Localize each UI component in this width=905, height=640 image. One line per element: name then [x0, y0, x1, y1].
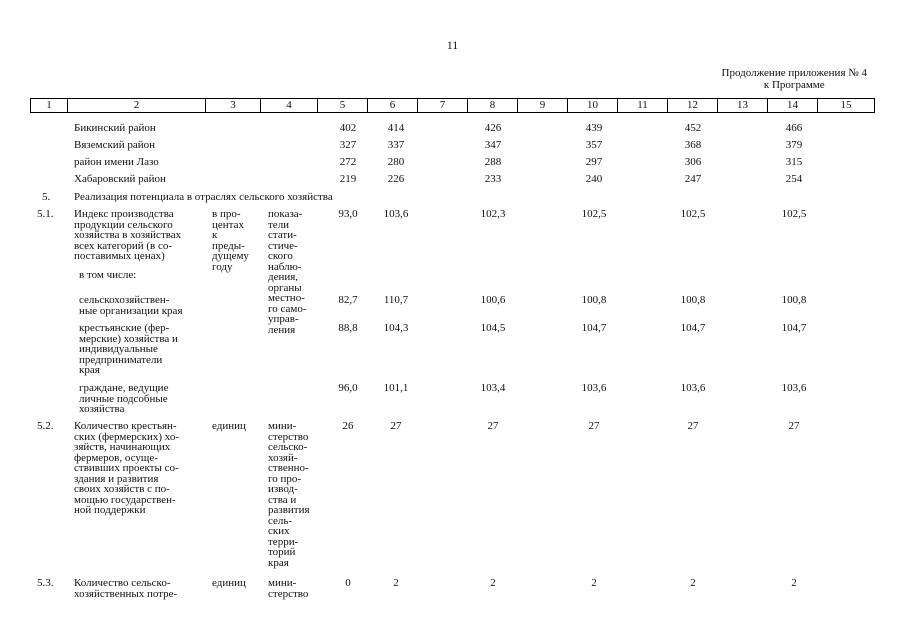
district-name: Хабаровский район: [74, 173, 166, 185]
district-value-col8: 347: [484, 139, 502, 151]
district-value-col10: 439: [585, 122, 603, 134]
column-header-row: [30, 98, 875, 113]
district-name: Бикинский район: [74, 122, 156, 134]
sub-row-value-col6: 104,3: [383, 322, 409, 334]
col-header-11: 11: [618, 99, 668, 113]
continuation-line-1: Продолжение приложения № 4: [721, 67, 867, 79]
col-header-3: 3: [206, 99, 261, 113]
district-value-col14: 466: [785, 122, 803, 134]
row-5-3-value-col10: 2: [591, 577, 597, 589]
section-5-title: Реализация потенциала в отраслях сельского хозяйства: [74, 191, 333, 203]
sub-row-value-col6: 110,7: [383, 294, 409, 306]
sub-row-value-col8: 104,5: [480, 322, 506, 334]
district-value-col14: 315: [785, 156, 803, 168]
row-5-3-value-col14: 2: [791, 577, 797, 589]
district-value-col5: 219: [339, 173, 357, 185]
sub-row-value-col10: 104,7: [581, 322, 607, 334]
row-5-1-value-col6: 103,6: [383, 208, 409, 220]
row-5-3-name: Количество сельско- хозяйственных потре-: [74, 577, 178, 600]
col-header-5: 5: [318, 99, 368, 113]
row-5-1-value-col12: 102,5: [680, 208, 706, 220]
col-header-9: 9: [518, 99, 568, 113]
district-value-col8: 288: [484, 156, 502, 168]
district-value-col6: 414: [387, 122, 405, 134]
sub-row-value-col6: 101,1: [383, 382, 409, 394]
sub-row-value-col12: 104,7: [680, 322, 706, 334]
district-value-col5: 272: [339, 156, 357, 168]
district-value-col10: 240: [585, 173, 603, 185]
continuation-line-2: к Программе: [763, 79, 825, 91]
col-header-14: 14: [768, 99, 818, 113]
row-5-1-value-col5: 93,0: [338, 208, 358, 220]
district-value-col6: 226: [387, 173, 405, 185]
district-value-col12: 368: [684, 139, 702, 151]
row-5-3-source: мини- стерство: [268, 577, 309, 600]
district-value-col5: 402: [339, 122, 357, 134]
row-5-2-number: 5.2.: [37, 420, 54, 432]
sub-row-value-col8: 103,4: [480, 382, 506, 394]
row-5-2-source: мини- стерство сельско- хозяй- ственно- го про- извод- ства и развития сель- ских терри- торий края: [268, 420, 310, 569]
col-header-13: 13: [718, 99, 768, 113]
district-value-col10: 297: [585, 156, 603, 168]
continuation-note: [722, 67, 867, 91]
row-5-2-value-col10: 27: [588, 420, 600, 432]
col-header-15: 15: [818, 99, 875, 113]
row-5-3-value-col6: 2: [393, 577, 399, 589]
district-value-col12: 452: [684, 122, 702, 134]
row-5-2-value-col14: 27: [788, 420, 800, 432]
sub-row-value-col5: 88,8: [338, 322, 358, 334]
sub-row-value-col8: 100,6: [480, 294, 506, 306]
col-header-2: 2: [68, 99, 206, 113]
row-5-3-number: 5.3.: [37, 577, 54, 589]
row-5-1-name: Индекс производства продукции сельского хозяйства в хозяйствах всех категорий (в со- поставимых ценах): [74, 208, 182, 262]
row-5-1-value-col14: 102,5: [781, 208, 807, 220]
row-5-1-value-col8: 102,3: [480, 208, 506, 220]
col-header-7: 7: [418, 99, 468, 113]
sub-row-value-col10: 100,8: [581, 294, 607, 306]
col-header-4: 4: [261, 99, 318, 113]
page-number: 11: [446, 38, 459, 52]
col-header-12: 12: [668, 99, 718, 113]
sub-row-value-col14: 103,6: [781, 382, 807, 394]
sub-row-value-col5: 82,7: [338, 294, 358, 306]
sub-row-value-col12: 100,8: [680, 294, 706, 306]
row-5-2-name: Количество крестьян- ских (фермерских) хо- зяйств, начинающих фермеров, осуще- ствивших проекты со- здания и развития своих хозяйств с по- мощью государствен- ной поддержки: [74, 420, 179, 516]
row-5-3-value-col8: 2: [490, 577, 496, 589]
row-5-2-value-col5: 26: [342, 420, 354, 432]
district-value-col12: 306: [684, 156, 702, 168]
row-5-1-source: показа- тели стати- стиче- ского наблю- дения, органы местно- го само- управ- ления: [268, 208, 307, 336]
col-header-6: 6: [368, 99, 418, 113]
row-5-1-number: 5.1.: [37, 208, 54, 220]
sub-row-name: крестьянские (фер- мерские) хозяйства и индивидуальные предприниматели края: [79, 322, 178, 376]
district-value-col8: 233: [484, 173, 502, 185]
row-5-3-value-col5: 0: [345, 577, 351, 589]
section-5-number: 5.: [42, 191, 51, 203]
sub-row-value-col10: 103,6: [581, 382, 607, 394]
district-value-col8: 426: [484, 122, 502, 134]
district-name: Вяземский район: [74, 139, 155, 151]
sub-row-value-col12: 103,6: [680, 382, 706, 394]
sub-row-value-col14: 100,8: [781, 294, 807, 306]
district-value-col5: 327: [339, 139, 357, 151]
district-value-col6: 280: [387, 156, 405, 168]
col-header-1: 1: [31, 99, 68, 113]
row-5-2-value-col6: 27: [390, 420, 402, 432]
row-5-2-value-col12: 27: [687, 420, 699, 432]
col-header-8: 8: [468, 99, 518, 113]
col-header-10: 10: [568, 99, 618, 113]
row-5-1-including: в том числе:: [79, 269, 137, 281]
row-5-2-unit: единиц: [212, 420, 246, 432]
district-value-col6: 337: [387, 139, 405, 151]
district-value-col14: 379: [785, 139, 803, 151]
sub-row-value-col5: 96,0: [338, 382, 358, 394]
district-value-col12: 247: [684, 173, 702, 185]
district-name: район имени Лазо: [74, 156, 159, 168]
row-5-1-value-col10: 102,5: [581, 208, 607, 220]
row-5-1-unit: в про- центах к преды- дущему году: [212, 208, 249, 273]
row-5-2-value-col8: 27: [487, 420, 499, 432]
district-value-col14: 254: [785, 173, 803, 185]
row-5-3-value-col12: 2: [690, 577, 696, 589]
sub-row-name: сельскохозяйствен- ные организации края: [79, 294, 183, 317]
district-value-col10: 357: [585, 139, 603, 151]
sub-row-value-col14: 104,7: [781, 322, 807, 334]
sub-row-name: граждане, ведущие личные подсобные хозяйства: [79, 382, 169, 415]
row-5-3-unit: единиц: [212, 577, 246, 589]
